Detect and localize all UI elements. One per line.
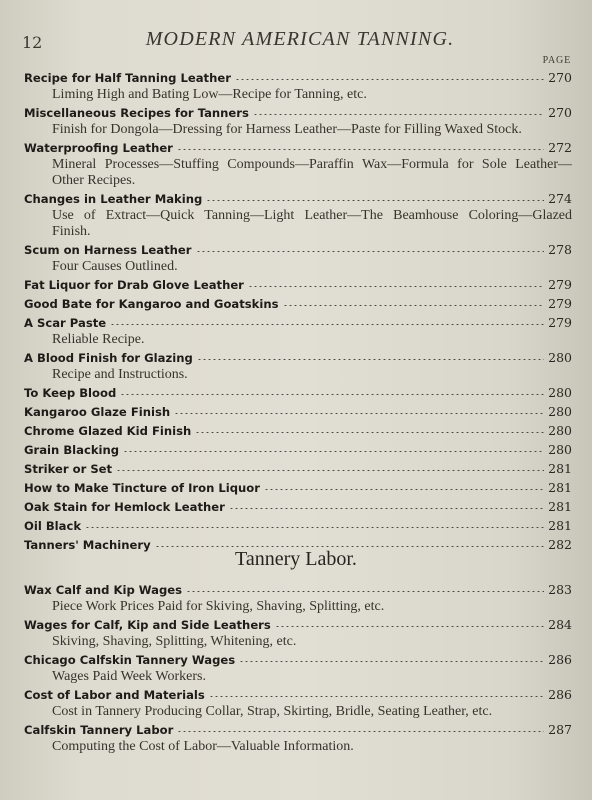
- toc-entry-title: Chrome Glazed Kid Finish: [24, 424, 192, 438]
- toc-entry-row: [24, 349, 572, 367]
- toc-entry-title: Oil Black: [24, 519, 82, 533]
- toc-entry: [24, 686, 572, 720]
- toc-entry: [24, 721, 572, 755]
- dot-leader: [120, 394, 544, 395]
- toc-entry-row: [24, 314, 572, 332]
- toc-entry: [24, 498, 572, 516]
- toc-entry-row: [24, 721, 572, 739]
- toc-entry-row: [24, 241, 572, 259]
- toc-entry-description: Mineral Processes—Stuffing Compounds—Paraffin Wax—Formula for Sole Leather—Other Recipes.: [52, 157, 572, 188]
- dot-leader: [239, 661, 544, 662]
- toc-entry: [24, 403, 572, 421]
- toc-entry-page: 281: [548, 518, 572, 533]
- toc-entry-page: 278: [548, 242, 572, 257]
- toc-entry: [24, 479, 572, 497]
- toc-entry-description: Liming High and Bating Low—Recipe for Tanning, etc.: [52, 87, 367, 102]
- dot-leader: [253, 114, 544, 115]
- running-title: MODERN AMERICAN TANNING.: [145, 28, 455, 50]
- toc-entry-row: [24, 651, 572, 669]
- dot-leader: [85, 527, 544, 528]
- toc-entry-page: 281: [548, 461, 572, 476]
- dot-leader: [206, 200, 544, 201]
- dot-leader: [248, 286, 544, 287]
- page-header: [22, 27, 570, 55]
- toc-entry-description: Recipe and Instructions.: [52, 367, 188, 382]
- toc-entry-description: Reliable Recipe.: [52, 332, 145, 347]
- toc-entry-page: 286: [548, 652, 572, 667]
- toc-entry-title: A Blood Finish for Glazing: [24, 351, 193, 365]
- toc-entry: [24, 422, 572, 440]
- toc-entry-page: 280: [548, 423, 572, 438]
- toc-entry-title: Waterproofing Leather: [24, 141, 173, 155]
- toc-entry-description: Use of Extract—Quick Tanning—Light Leather—The Beamhouse Coloring—Glazed Finish.: [52, 208, 572, 239]
- dot-leader: [275, 626, 544, 627]
- toc-entry-page: 280: [548, 404, 572, 419]
- dot-leader: [195, 432, 544, 433]
- toc-entry-page: 282: [548, 537, 572, 552]
- toc-entry-title: Miscellaneous Recipes for Tanners: [24, 106, 249, 120]
- toc-entry: [24, 581, 572, 615]
- toc-entry-row: [24, 69, 572, 87]
- toc-entry-title: A Scar Paste: [24, 316, 107, 330]
- section-title: Tannery Labor.: [235, 548, 357, 570]
- toc-entry-page: 281: [548, 499, 572, 514]
- toc-entry-row: [24, 616, 572, 634]
- dot-leader: [155, 546, 544, 547]
- toc-entry-page: 279: [548, 315, 572, 330]
- dot-leader: [174, 413, 544, 414]
- toc-entry-page: 283: [548, 582, 572, 597]
- toc-entry-page: 270: [548, 105, 572, 120]
- toc-entry-title: How to Make Tincture of Iron Liquor: [24, 481, 260, 495]
- dot-leader: [229, 508, 544, 509]
- toc-entry-row: [24, 498, 572, 516]
- toc-entry-title: Good Bate for Kangaroo and Goatskins: [24, 297, 279, 311]
- toc-entry-row: [24, 581, 572, 599]
- toc-entry-title: Wages for Calf, Kip and Side Leathers: [24, 618, 271, 632]
- toc-entry-row: [24, 276, 572, 294]
- toc-entry-page: 272: [548, 140, 572, 155]
- dot-leader: [209, 696, 544, 697]
- toc-entry-title: Calfskin Tannery Labor: [24, 723, 174, 737]
- toc-entry-row: [24, 479, 572, 497]
- page-column-label: PAGE: [542, 55, 571, 66]
- toc-entry-description: Skiving, Shaving, Splitting, Whitening, etc.: [52, 634, 297, 649]
- toc-entry-title: Scum on Harness Leather: [24, 243, 192, 257]
- dot-leader: [197, 359, 544, 360]
- toc-entry: [24, 441, 572, 459]
- toc-entry: [24, 384, 572, 402]
- toc-entry-row: [24, 422, 572, 440]
- toc-entry-description: Cost in Tannery Producing Collar, Strap, Skirting, Bridle, Seating Leather, etc.: [52, 704, 493, 719]
- toc-entry-title: Fat Liquor for Drab Glove Leather: [24, 278, 244, 292]
- toc-entry-page: 280: [548, 385, 572, 400]
- toc-entry: [24, 517, 572, 535]
- table-of-contents-section: [24, 581, 572, 756]
- toc-entry-row: [24, 295, 572, 313]
- toc-entry-row: [24, 517, 572, 535]
- toc-entry: [24, 460, 572, 478]
- toc-entry: [24, 241, 572, 275]
- toc-entry-row: [24, 139, 572, 157]
- dot-leader: [177, 149, 544, 150]
- toc-entry-page: 280: [548, 350, 572, 365]
- toc-entry-title: Striker or Set: [24, 462, 113, 476]
- toc-entry-title: Changes in Leather Making: [24, 192, 203, 206]
- toc-entry: [24, 139, 572, 189]
- toc-entry-page: 280: [548, 442, 572, 457]
- dot-leader: [116, 470, 544, 471]
- dot-leader: [235, 79, 544, 80]
- toc-entry: [24, 190, 572, 240]
- table-of-contents: [24, 69, 572, 555]
- toc-entry-title: Recipe for Half Tanning Leather: [24, 71, 231, 85]
- toc-entry: [24, 276, 572, 294]
- toc-entry-row: [24, 441, 572, 459]
- toc-entry: [24, 349, 572, 383]
- dot-leader: [196, 251, 545, 252]
- toc-entry-description: Piece Work Prices Paid for Skiving, Shaving, Splitting, etc.: [52, 599, 385, 614]
- toc-entry-page: 284: [548, 617, 572, 632]
- toc-entry-page: 279: [548, 277, 572, 292]
- toc-entry: [24, 69, 572, 103]
- toc-entry-description: Four Causes Outlined.: [52, 259, 178, 274]
- toc-entry-page: 279: [548, 296, 572, 311]
- dot-leader: [186, 591, 544, 592]
- toc-entry: [24, 104, 572, 138]
- toc-entry-title: Oak Stain for Hemlock Leather: [24, 500, 225, 514]
- toc-entry-row: [24, 384, 572, 402]
- toc-entry-page: 287: [548, 722, 572, 737]
- toc-entry: [24, 314, 572, 348]
- toc-entry-page: 281: [548, 480, 572, 495]
- dot-leader: [264, 489, 544, 490]
- toc-entry-page: 286: [548, 687, 572, 702]
- toc-entry: [24, 616, 572, 650]
- dot-leader: [110, 324, 544, 325]
- dot-leader: [283, 305, 545, 306]
- page-number: 12: [22, 33, 43, 52]
- toc-entry-title: Cost of Labor and Materials: [24, 688, 205, 702]
- toc-entry-row: [24, 190, 572, 208]
- toc-entry: [24, 651, 572, 685]
- toc-entry-title: Wax Calf and Kip Wages: [24, 583, 183, 597]
- toc-entry-description: Finish for Dongola—Dressing for Harness Leather—Paste for Filling Waxed Stock.: [52, 122, 522, 137]
- toc-entry-row: [24, 686, 572, 704]
- toc-entry-title: Tanners' Machinery: [24, 538, 151, 552]
- toc-entry-page: 274: [548, 191, 572, 206]
- toc-entry-page: 270: [548, 70, 572, 85]
- toc-entry-row: [24, 104, 572, 122]
- toc-entry-row: [24, 403, 572, 421]
- dot-leader: [177, 731, 544, 732]
- toc-entry-description: Wages Paid Week Workers.: [52, 669, 206, 684]
- dot-leader: [123, 451, 544, 452]
- toc-entry-title: Grain Blacking: [24, 443, 120, 457]
- toc-entry-description: Computing the Cost of Labor—Valuable Information.: [52, 739, 354, 754]
- toc-entry-title: Kangaroo Glaze Finish: [24, 405, 171, 419]
- toc-entry-title: To Keep Blood: [24, 386, 117, 400]
- toc-entry-title: Chicago Calfskin Tannery Wages: [24, 653, 236, 667]
- toc-entry-row: [24, 460, 572, 478]
- toc-entry: [24, 295, 572, 313]
